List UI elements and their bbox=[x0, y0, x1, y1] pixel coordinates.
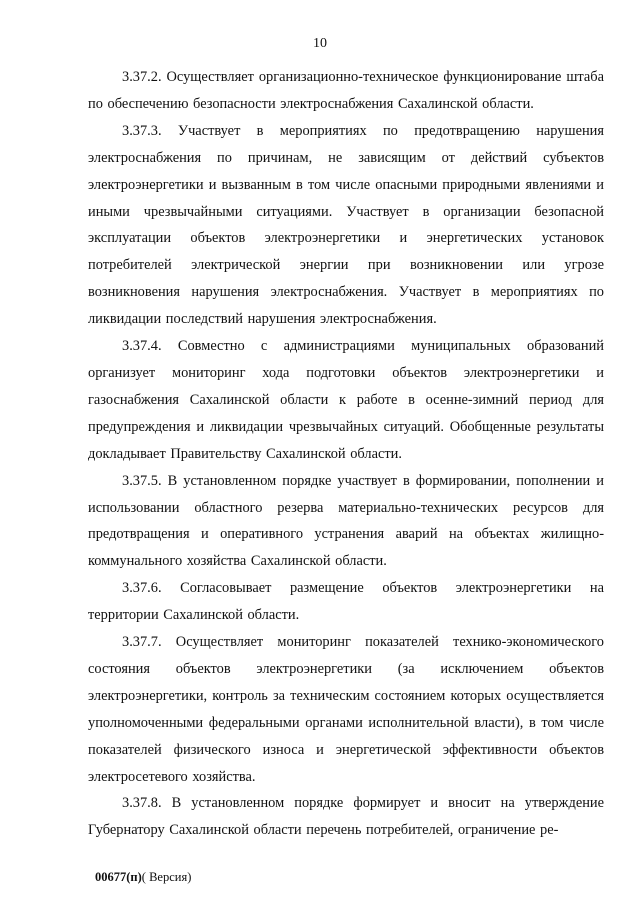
paragraph-3-37-2: 3.37.2. Осуществляет организационно-техническое функционирование штаба по обеспечению безопасности электроснабжения Сахалинской области. bbox=[88, 69, 604, 112]
version-label: ( Версия) bbox=[141, 870, 192, 884]
page-number: 10 bbox=[313, 36, 327, 51]
paragraph-3-37-4: 3.37.4. Совместно с администрациями муниципальных образований организует мониторинг хода подготовки объектов электроэнергетики и газоснабжения Сахалинской области к работе в осенне-зимний период для предупреждения и ликвидации чрезвычайных ситуаций. Обобщенные результаты докладывает Правительству Сахалинской области. bbox=[88, 338, 604, 462]
paragraph-3-37-5: 3.37.5. В установленном порядке участвует в формировании, пополнении и использовании областного резерва материально-технических ресурсов для предотвращения и оперативного устранения аварий на объектах жилищно-коммунального хозяйства Сахалинской области. bbox=[88, 472, 604, 570]
paragraph-3-37-3: 3.37.3. Участвует в мероприятиях по предотвращению нарушения электроснабжения по причинам, не зависящим от действий субъектов электроэнергетики и вызванным в том числе опасными природными явлениями и иными чрезвычайными ситуациями. Участвует в организации безопасной эксплуатации объектов электроэнергетики и энергетических установок потребителей электрической энергии при возникновении или угрозе возникновения нарушения электроснабжения. Участвует в мероприятиях по ликвидации последствий нарушения электроснабжения. bbox=[88, 122, 604, 328]
paragraph-3-37-7: 3.37.7. Осуществляет мониторинг показателей технико-экономического состояния объектов электроэнергетики (за исключением объектов электроэнергетики, контроль за техническим состоянием которых осуществляется уполномоченными федеральными органами исполнительной власти), в том числе показателей физического износа и энергетической эффективности объектов электросетевого хозяйства. bbox=[88, 634, 604, 785]
paragraph-3-37-8: 3.37.8. В установленном порядке формирует и вносит на утверждение Губернатору Сахалинской области перечень потребителей, ограничение ре- bbox=[88, 795, 604, 839]
document-code: 00677(п) bbox=[95, 870, 142, 884]
document-body bbox=[88, 64, 604, 844]
paragraph-3-37-6: 3.37.6. Согласовывает размещение объектов электроэнергетики на территории Сахалинской области. bbox=[88, 580, 604, 624]
footer bbox=[95, 870, 191, 885]
